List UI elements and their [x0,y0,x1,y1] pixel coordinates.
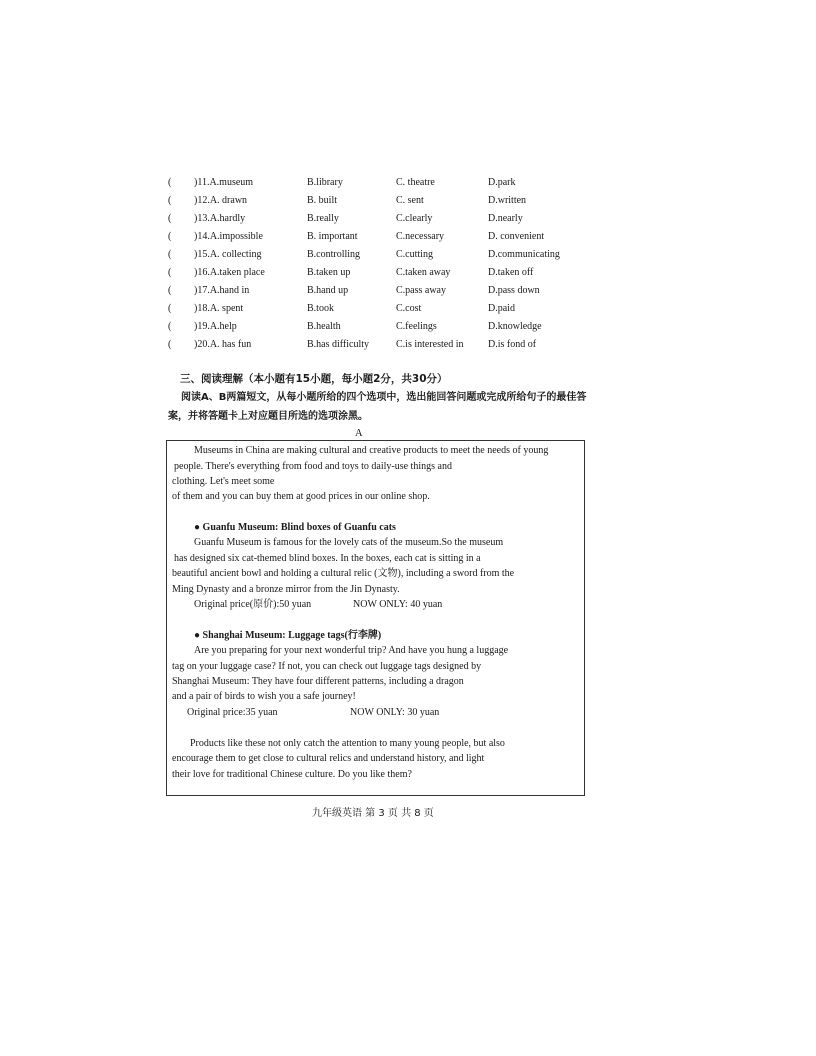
intro-line: of them and you can buy them at good prices in our online shop. [172,491,430,502]
option-c: C.cutting [396,249,433,260]
option-c: C.is interested in [396,339,464,350]
intro-line: Museums in China are making cultural and creative products to meet the needs of young [194,445,549,456]
page-footer: 九年级英语 第 3 页 共 8 页 [312,808,434,819]
closing-line: their love for traditional Chinese culture. Do you like them? [172,769,412,780]
option-d: D.written [488,195,527,206]
answer-paren: ( [168,339,172,350]
original-price: Original price:35 yuan [187,707,278,718]
option-b: B.controlling [307,249,361,260]
option-d: D.nearly [488,213,523,224]
item-line: Ming Dynasty and a bronze mirror from the Jin Dynasty. [172,584,400,595]
item-line: has designed six cat-themed blind boxes. In the boxes, each cat is sitting in a [174,553,481,564]
option-d: D.taken off [488,267,534,278]
option-b: B. important [307,231,358,242]
option-d: D.park [488,177,516,188]
option-b: B.took [307,303,334,314]
option-c: C.cost [396,303,422,314]
choice-table [168,174,588,354]
option-a: )11.A.museum [194,177,254,188]
option-c: C. sent [396,195,424,206]
question-row [168,282,588,300]
question-row [168,264,588,282]
option-c: C.taken away [396,267,451,278]
answer-paren: ( [168,321,172,332]
option-b: B.library [307,177,343,188]
option-a: )14.A.impossible [194,231,263,242]
option-a: )15.A. collecting [194,249,262,260]
option-b: B.has difficulty [307,339,370,350]
question-row [168,300,588,318]
sale-price: NOW ONLY: 30 yuan [350,707,440,718]
option-d: D.is fond of [488,339,537,350]
item-heading-guanfu: ● Guanfu Museum: Blind boxes of Guanfu cats [194,522,396,533]
option-d: D.communicating [488,249,560,260]
answer-paren: ( [168,303,172,314]
item-line: beautiful ancient bowl and holding a cultural relic (文物), including a sword from the [172,568,515,579]
answer-paren: ( [168,249,172,260]
answer-paren: ( [168,195,172,206]
option-a: )19.A.help [194,321,237,332]
question-row [168,246,588,264]
answer-paren: ( [168,177,172,188]
intro-line: clothing. Let's meet some [172,476,275,487]
intro-line: people. There's everything from food and toys to daily-use things and [174,461,452,472]
option-c: C.clearly [396,213,433,224]
question-row [168,228,588,246]
answer-paren: ( [168,285,172,296]
closing-line: Products like these not only catch the attention to many young people, but also [190,738,505,749]
original-price: Original price(原价):50 yuan [194,599,312,610]
option-a: )20.A. has fun [194,339,252,350]
question-row [168,336,588,354]
section-title: 三、阅读理解（本小题有15小题，每小题2分，共30分） [180,373,448,385]
option-a: )16.A.taken place [194,267,265,278]
option-a: )12.A. drawn [194,195,248,206]
closing-line: encourage them to get close to cultural relics and understand history, and light [172,753,485,764]
option-a: )18.A. spent [194,303,244,314]
option-c: C.pass away [396,285,446,296]
option-d: D.paid [488,303,515,314]
item-line: Guanfu Museum is famous for the lovely cats of the museum.So the museum [194,537,504,548]
option-d: D.pass down [488,285,540,296]
sale-price: NOW ONLY: 40 yuan [353,599,443,610]
option-c: C.feelings [396,321,437,332]
option-d: D. convenient [488,231,545,242]
passage-box [166,440,585,796]
answer-paren: ( [168,267,172,278]
section-instructions: 阅读A、B两篇短文，从每小题所给的四个选项中，选出能回答问题或完成所给句子的最佳答案，并将答题卡上对应题目所选的选项涂黑。 [168,392,587,422]
option-b: B.health [307,321,341,332]
question-row [168,174,588,192]
option-a: )17.A.hand in [194,285,250,296]
question-row [168,318,588,336]
question-row [168,210,588,228]
item-heading-shanghai: ● Shanghai Museum: Luggage tags(行李牌) [194,630,382,641]
answer-paren: ( [168,213,172,224]
answer-paren: ( [168,231,172,242]
item-line: Are you preparing for your next wonderful trip? And have you hung a luggage [194,645,509,656]
option-c: C.necessary [396,231,445,242]
item-line: and a pair of birds to wish you a safe journey! [172,691,356,702]
passage-label: A [355,428,363,439]
option-b: B.taken up [307,267,351,278]
item-line: tag on your luggage case? If not, you can check out luggage tags designed by [172,661,482,672]
option-b: B.really [307,213,339,224]
item-line: Shanghai Museum: They have four different patterns, including a dragon [172,676,464,687]
option-b: B.hand up [307,285,349,296]
question-row [168,192,588,210]
option-b: B. built [307,195,338,206]
option-a: )13.A.hardly [194,213,246,224]
option-c: C. theatre [396,177,435,188]
option-d: D.knowledge [488,321,542,332]
